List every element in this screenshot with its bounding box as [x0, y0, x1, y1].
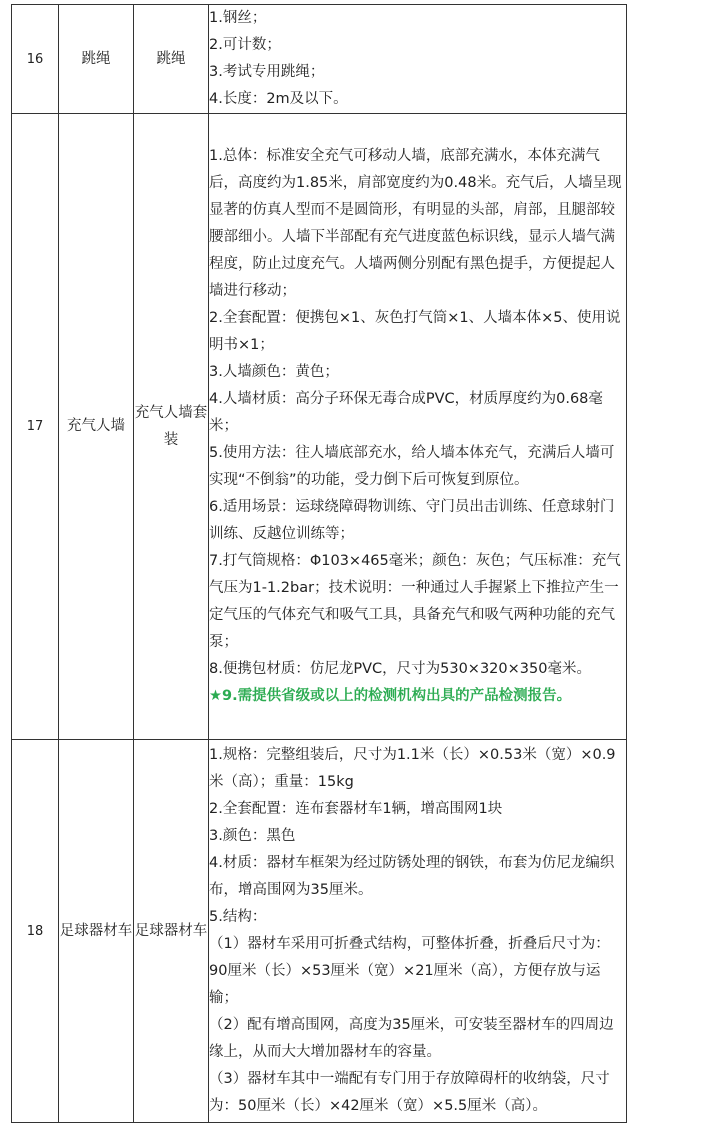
- item-config: 跳绳: [134, 5, 209, 114]
- spec-line: 5.结构：: [209, 909, 267, 925]
- spec-line: （1）器材车采用可折叠式结构，可整体折叠，折叠后尺寸为：90厘米（长）×53厘米（宽）×21厘米（高），方便存放与运输；: [209, 936, 610, 1006]
- table-row: [12, 114, 627, 740]
- spec-line: 3.人墙颜色：黄色；: [209, 364, 339, 380]
- spec-line: 4.人墙材质：高分子环保无毒合成PVC，材质厚度约为0.68毫米；: [209, 391, 603, 434]
- spec-highlight-requirement: ★9.需提供省级或以上的检测机构出具的产品检测报告。: [209, 688, 572, 704]
- row-number: 16: [12, 5, 59, 114]
- item-spec: [209, 740, 627, 1123]
- spec-line: 3.考试专用跳绳；: [209, 64, 325, 80]
- item-spec: [209, 114, 627, 740]
- table-row: [12, 740, 627, 1123]
- item-name: 跳绳: [59, 5, 134, 114]
- item-name: 足球器材车: [59, 740, 134, 1123]
- row-number: 17: [12, 114, 59, 740]
- item-spec: [209, 5, 627, 114]
- spec-line: 5.使用方法：往人墙底部充水，给人墙本体充气，充满后人墙可实现“不倒翁”的功能，受力倒下后可恢复到原位。: [209, 445, 615, 488]
- spec-line: 1.钢丝；: [209, 10, 267, 26]
- spec-line: 1.总体：标准安全充气可移动人墙，底部充满水，本体充满气后，高度约为1.85米，肩部宽度约为0.48米。充气后，人墙呈现显著的仿真人型而不是圆筒形，有明显的头部，肩部，且腿部较腰部细小。人墙下半部配有充气进度蓝色标识线，显示人墙气满程度，防止过度充气。人墙两侧分别配有黑色提手，方便提起人墙进行移动；: [209, 148, 622, 299]
- item-config: 充气人墙套装: [134, 114, 209, 740]
- item-config: 足球器材车: [134, 740, 209, 1123]
- item-name: 充气人墙: [59, 114, 134, 740]
- spec-line: 2.可计数；: [209, 37, 281, 53]
- spec-line: 3.颜色：黑色: [209, 828, 296, 844]
- spec-line: （3）器材车其中一端配有专门用于存放障碍杆的收纳袋，尺寸为：50厘米（长）×42厘米（宽）×5.5厘米（高）。: [209, 1071, 610, 1114]
- row-number: 18: [12, 740, 59, 1123]
- spec-line: （2）配有增高围网，高度为35厘米，可安装至器材车的四周边缘上，从而大大增加器材车的容量。: [209, 1017, 614, 1060]
- spec-line: 4.长度：2m及以下。: [209, 91, 348, 107]
- spec-line: 8.便携包材质：仿尼龙PVC，尺寸为530×320×350毫米。: [209, 661, 591, 677]
- spec-line: 1.规格：完整组装后，尺寸为1.1米（长）×0.53米（宽）×0.9米（高）；重量：15kg: [209, 747, 616, 790]
- table-row: [12, 5, 627, 114]
- spec-line: 6.适用场景：运球绕障碍物训练、守门员出击训练、任意球射门训练、反越位训练等；: [209, 499, 615, 542]
- equipment-spec-table: [11, 4, 627, 1123]
- spec-line: 4.材质：器材车框架为经过防锈处理的钢铁，布套为仿尼龙编织布，增高围网为35厘米。: [209, 855, 615, 898]
- spec-line: 7.打气筒规格：Φ103×465毫米；颜色：灰色；气压标准：充气气压为1-1.2bar；技术说明：一种通过人手握紧上下推拉产生一定气压的气体充气和吸气工具，具备充气和吸气两种功能的充气泵；: [209, 553, 621, 650]
- spec-line: 2.全套配置：连布套器材车1辆，增高围网1块: [209, 801, 503, 817]
- spec-line: 2.全套配置：便携包×1、灰色打气筒×1、人墙本体×5、使用说明书×1；: [209, 310, 621, 353]
